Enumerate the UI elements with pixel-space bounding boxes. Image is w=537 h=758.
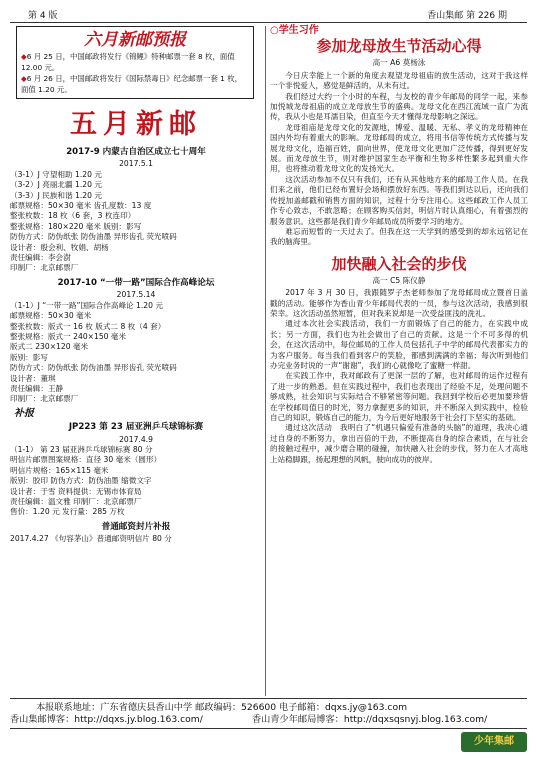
blog-line xyxy=(10,714,527,726)
set-line: 整张枚数：18 枚（6 套，3 枚连印） xyxy=(10,211,136,221)
stamp-set xyxy=(10,522,262,545)
set-line: 印制厂：北京邮票厂 xyxy=(10,263,79,273)
set-line: 版式二 230×120 毫米 xyxy=(10,342,89,352)
set-line: 防伪方式：防伪纸张 防伪油墨 异形齿孔 荧光喷码 xyxy=(10,232,177,242)
set-line: 整张枚数：版式一 16 枚 版式二 8 枚（4 套） xyxy=(10,321,166,331)
set-line: 责任编辑：王静 xyxy=(10,383,64,393)
blog-link[interactable]: 香山青少年邮局博客：http://dqxsqsnyj.blog.163.com/ xyxy=(252,714,488,725)
right-column xyxy=(270,26,528,465)
set-date: 2017.4.9 xyxy=(119,434,153,444)
article-title: 参加龙母放生节活动心得 xyxy=(316,37,482,56)
set-line: 整张规格：180×220 毫米 版别：影写 xyxy=(10,221,142,231)
set-line: 整张规格：版式一 240×150 毫米 xyxy=(10,331,127,341)
notice-item: ◆6 月 26 日，中国邮政将发行《国际禁毒日》纪念邮票一套 1 枚，面值 1.20 元。 xyxy=(21,74,243,94)
bullet-icon: ◆ xyxy=(21,74,27,83)
set-line: 印制厂：北京邮票厂 xyxy=(10,394,79,404)
bullet-icon: ◆ xyxy=(21,52,27,61)
set-title: JP223 第 23 届亚洲乒乓球锦标赛 xyxy=(68,422,204,433)
notice-title: 六月新邮预报 xyxy=(84,30,186,50)
article-paragraph: 通过本次社会实践活动，我们一方面锻炼了自己的能力，在实践中成长；另一方面，我们也为社会做出了自己的贡献。这是一个不可多得的机会，在这次活动中，每位邮局的工作人员包括孔子中学的邮局代表都实力的为客户服务。每当我们看到客户的笑脸，都感到满满的幸福；每次听到他们办完业务时说的一声“谢谢”，我们的心就像吃了蜜糖一样甜。 xyxy=(270,319,528,370)
article-paragraph: 这次活动参加不仅只有我们，还有从其他地方来的邮局工作人员。在我们来之前，他们已经布置好会场和摆放好东西。等我们到达以后，还向我们传授加盖邮戳和销售方面的知识，过程十分专注用心。这些邮政工作人员工作专心致志，不敢忽略；在顾客购买信封，明信片时认真细心，有着强烈的服务意识。这些都是我们青少年邮局成员所要学习的地方。 xyxy=(270,174,528,226)
set-line: （3-3）J 民族和谐 1.20 元 xyxy=(10,190,102,200)
set-line: 版别：胶印 防伪方式：防伪油墨 缩微文字 xyxy=(10,476,152,486)
article-title: 加快融入社会的步伐 xyxy=(331,254,467,273)
set-line: 防伪方式：防伪纸张 防伪油墨 异形齿孔 荧光喷码 xyxy=(10,363,177,373)
article-author: 高一 C5 陈仪静 xyxy=(372,275,426,285)
may-stamps-title: 五月新邮 xyxy=(70,109,202,140)
article-paragraph: 通过这次活动 我明白了“机遇只偏爱有准备的头脑”的道理，我决心通过自身的不断努力，拿出百倍的干劲，不断提高自身的综合素质，在与社会的接触过程中，减少磨合期的碰撞，加快融入社会的步伐，努力在人才高地上站稳脚跟，扬起理想的风帆，驶向成功的彼岸。 xyxy=(270,423,528,464)
set-line: （3-1）J 守望相助 1.20 元 xyxy=(10,169,102,179)
page-header xyxy=(10,8,527,22)
article-paragraph: 难忘而短暂的一天过去了。但我在这一天学到的感受到的却永远铭记在我的脑海里。 xyxy=(270,226,528,247)
footer-bottom-rule xyxy=(10,728,527,729)
article-paragraph: 今日庆幸能上一个新的角度去观望龙母祖庙的放生活动，这对于我这样一个非悦爱人，感觉是鲜活的，从未有过。 xyxy=(270,70,528,91)
column-divider xyxy=(265,26,266,696)
contact-line: 本报联系地址：广东省德庆县香山中学 邮政编码：526600 电子邮箱：dqxs.jy@163.com xyxy=(36,702,408,713)
stamp-set xyxy=(10,422,262,518)
page-number: 第 4 版 xyxy=(28,11,58,21)
set-line: 明信片规格：165×115 毫米 xyxy=(10,465,109,475)
page-footer xyxy=(10,698,527,729)
article-paragraph: 2017 年 3 月 30 日，我跟随罗子杰老师参加了龙母邮局成立暨首日盖戳的活动。能够作为香山青少年邮局代表的一员，参与这次活动，我感到很荣幸。这次活动虽然短暂，但对我来说却是一次受益匪浅的洗礼。 xyxy=(270,288,528,318)
article-paragraph: 我们经过大约一个小时的车程，与友校的青少年邮局的同学一起，来参加悦城龙母祖庙的成立龙母放生节的盛典。龙母文化在西江流域一直广为流传，我从小也是耳濡目染，但直至今天才懂得龙母影响之深远。 xyxy=(270,91,528,122)
paper-issue: 香山集邮 第 226 期 xyxy=(427,11,507,21)
header-rule xyxy=(10,22,527,23)
set-title: 2017-10 “一带一路”国际合作高峰论坛 xyxy=(57,277,215,288)
set-title: 普通邮资封片补报 xyxy=(101,521,171,532)
set-date: 2017.5.1 xyxy=(119,159,153,169)
set-line: 设计者：董琪 xyxy=(10,373,56,383)
set-line: 责任编辑：李会澍 xyxy=(10,253,71,263)
set-line: （1-1） 第 23 届亚洲乒乓球锦标赛 80 分 xyxy=(10,444,153,454)
june-notice-box xyxy=(16,26,254,99)
set-line: 设计者：殷会利、牧娟、胡杨 xyxy=(10,242,109,252)
article-paragraph: 在实践工作中，我对邮政有了更深一层的了解，也对邮局的运作过程有了进一步的熟悉。但在实践过程中，我们也表现出了经验不足，处理问题不够成熟，社会知识与实际结合不够紧密等问题。我回到学校后必更加要珍惜在学校邮局值日的时光，努力拿握更多的知识，并不断深入到实践中，检验自己的知识，锻炼自己的能力，为今后更好地服务于社会打下坚实的基础。 xyxy=(270,371,528,422)
set-line: 设计者：于雪 资料提供：无锡市体育局 xyxy=(10,486,142,496)
set-line: 邮票规格：50×30 毫米 齿孔度数：13 度 xyxy=(10,201,152,211)
section-tag: ○学生习作 xyxy=(270,25,319,36)
set-line: 邮票规格：50×30 毫米 xyxy=(10,311,92,321)
article-author: 高一 A6 莫杨泳 xyxy=(372,58,426,68)
set-line: 2017.4.27 《句容茅山》普通邮资明信片 80 分 xyxy=(10,534,172,544)
set-line: 明信片邮票图案规格：直径 30 毫米（圆形） xyxy=(10,455,162,465)
set-line: 版别：影写 xyxy=(10,352,48,362)
article-paragraph: 龙母祖庙是龙母文化的发源地，博爱、温暖、无私、孝义的龙母精神在国内外均有着重大的影响。龙母邮局的成立，将用书信等传统方式传播与发展龙母文化，造福百姓，面向世界，使龙母文化更加广泛传播，得到更好发展。而龙母放生节，则对维护国家生态平衡和生物多样性繁多起到重大作用，也将推动着龙母文化的发扬光大。 xyxy=(270,122,528,174)
supplement-label: 补报 xyxy=(14,407,34,419)
set-line: （1-1）J “一带一路”国际合作高峰论 1.20 元 xyxy=(10,300,163,310)
footer-rule xyxy=(10,698,527,699)
set-line: （3-2）J 亮丽北疆 1.20 元 xyxy=(10,180,102,190)
set-line: 售价：1.20 元 发行量：285 万枚 xyxy=(10,507,125,517)
set-line: 责任编辑：温文雅 印制厂：北京邮票厂 xyxy=(10,497,142,506)
set-date: 2017.5.14 xyxy=(116,290,156,300)
set-title: 2017-9 内蒙古自治区成立七十周年 xyxy=(66,147,206,157)
youth-philately-logo: 少年集邮 xyxy=(461,732,527,752)
left-column xyxy=(10,26,262,549)
stamp-set xyxy=(10,147,262,274)
blog-link[interactable]: 香山集邮博客：http://dqxs.jy.blog.163.com/ xyxy=(10,714,203,725)
stamp-set xyxy=(10,278,262,405)
notice-item: ◆6 月 25 日，中国邮政将发行《锦鲤》特种邮票一套 8 枚，面值 12.00 元。 xyxy=(21,52,235,72)
